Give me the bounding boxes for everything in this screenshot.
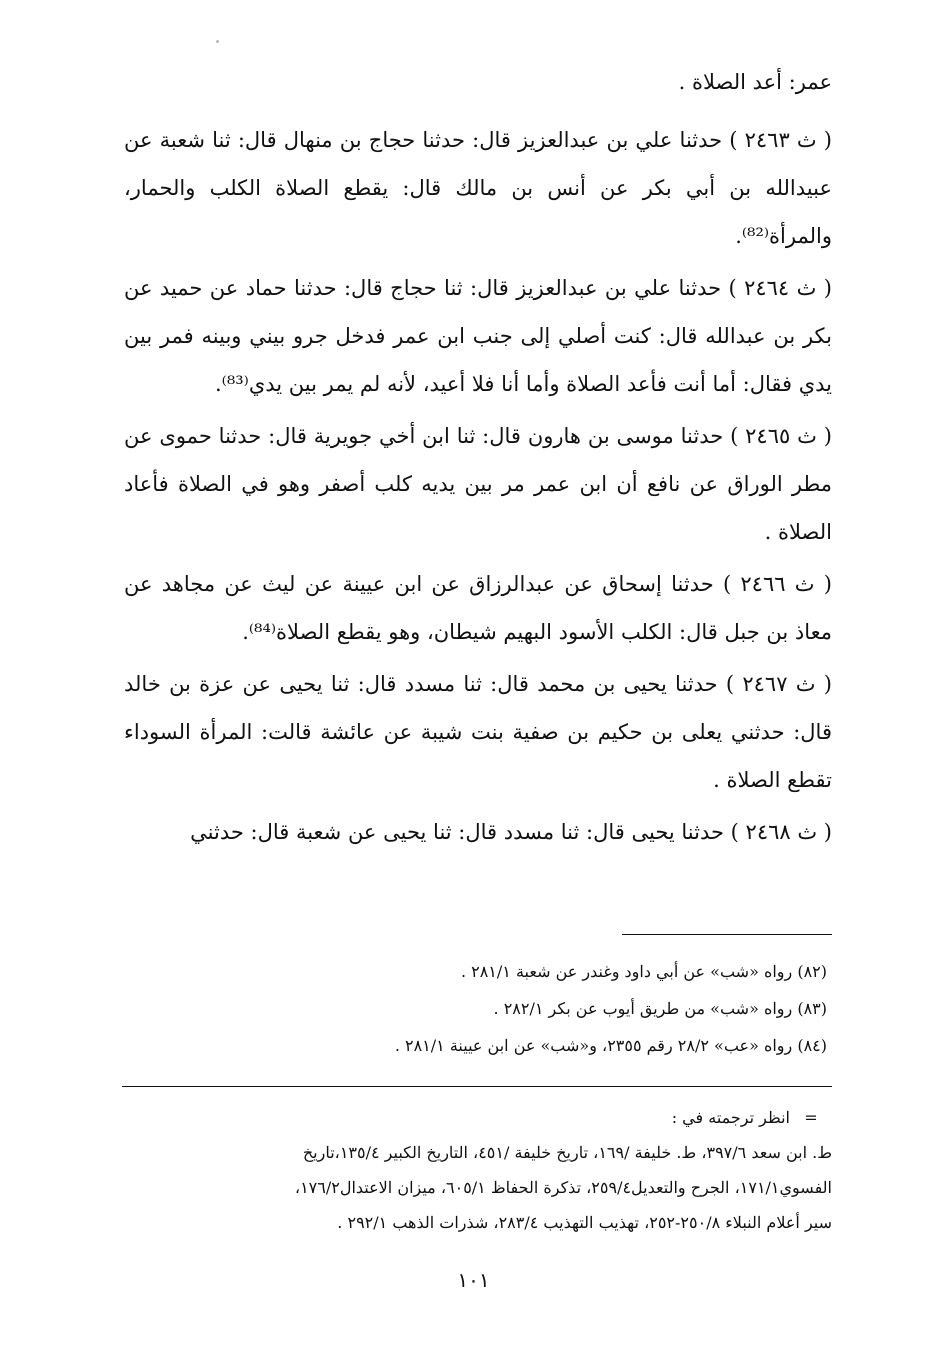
notes-line: ط. ابن سعد ٣٩٧/٦، ط. خليفة /١٦٩، تاريخ خليفة /٤٥١، التاريخ الكبير ١٣٥/٤،تاريخ: [302, 1143, 832, 1162]
footnote-84: (٨٤) رواه «عب» ٢٨/٢ رقم ٢٣٥٥، و«شب» عن ابن عيينة ٢٨١/١ .: [394, 1036, 827, 1055]
hadith-2465: ( ث ٢٤٦٥ ) حدثنا موسى بن هارون قال: ثنا ابن أخي جويرية قال: حدثنا حموى عن مطر الوراق عن نافع أن ابن عمر مر بين يديه كلب أصفر وهو في الصلاة فأعاد الصلاة .: [124, 424, 832, 544]
hadith-2464: ( ث ٢٤٦٤ ) حدثنا علي بن عبدالعزيز قال: ثنا حجاج قال: حدثنا حماد عن حميد عن بكر بن عبدالله قال: كنت أصلي إلى جنب ابن عمر فدخل جرو بيني وبينه فمر بين يدي فقال: أما أنت فأعد الصلاة وأما أنا فلا أعيد، لأنه لم يمر بين يدي⁽⁸³⁾.: [124, 276, 832, 396]
continuation-line: عمر: أعد الصلاة .: [678, 70, 832, 94]
footnote-82: (٨٢) رواه «شب» عن أبي داود وغندر عن شعبة ٢٨١/١ .: [460, 962, 827, 981]
hadith-2466: ( ث ٢٤٦٦ ) حدثنا إسحاق عن عبدالرزاق عن ابن عيينة عن ليث عن مجاهد عن معاذ بن جبل قال: الكلب الأسود البهيم شيطان، وهو يقطع الصلاة⁽⁸⁴⁾.: [124, 572, 832, 644]
notes-heading-row: [122, 1100, 832, 1135]
notes-separator: [122, 1086, 832, 1087]
scan-speck: [216, 40, 219, 43]
notes-line: سير أعلام النبلاء ٢٥٠/٨-٢٥٢، تهذيب التهذيب ٢٨٣/٤، شذرات الذهب ٢٩٢/١ .: [337, 1213, 832, 1232]
notes-marker: =: [804, 1108, 818, 1127]
notes-line: الفسوي١٧١/١، الجرح والتعديل٢٥٩/٤، تذكرة الحفاظ ٦٠٥/١، ميزان الاعتدال١٧٦/٢،: [294, 1178, 832, 1197]
notes-heading: انظر ترجمته في :: [671, 1108, 790, 1127]
hadith-2467: ( ث ٢٤٦٧ ) حدثنا يحيى بن محمد قال: ثنا مسدد قال: ثنا يحيى عن عزة بن خالد قال: حدثني يعلى بن حكيم بن صفية بنت شيبة عن عائشة قالت: المرأة السوداء تقطع الصلاة .: [124, 672, 832, 792]
main-text: [124, 58, 832, 860]
biography-notes: [122, 1100, 832, 1240]
footnote-separator: [622, 934, 832, 935]
hadith-2463: ( ث ٢٤٦٣ ) حدثنا علي بن عبدالعزيز قال: حدثنا حجاج بن منهال قال: ثنا شعبة عن عبيدالله بن أبي بكر عن أنس بن مالك قال: يقطع الصلاة الكلب والحمار، والمرأة⁽⁸²⁾.: [124, 128, 832, 248]
hadith-2468: ( ث ٢٤٦٨ ) حدثنا يحيى قال: ثنا مسدد قال: ثنا يحيى عن شعبة قال: حدثني: [190, 820, 832, 844]
page-number: ١٠١: [457, 1268, 490, 1292]
footnote-83: (٨٣) رواه «شب» من طريق أيوب عن بكر ٢٨٢/١ .: [493, 999, 827, 1018]
footnotes: [127, 953, 827, 1064]
